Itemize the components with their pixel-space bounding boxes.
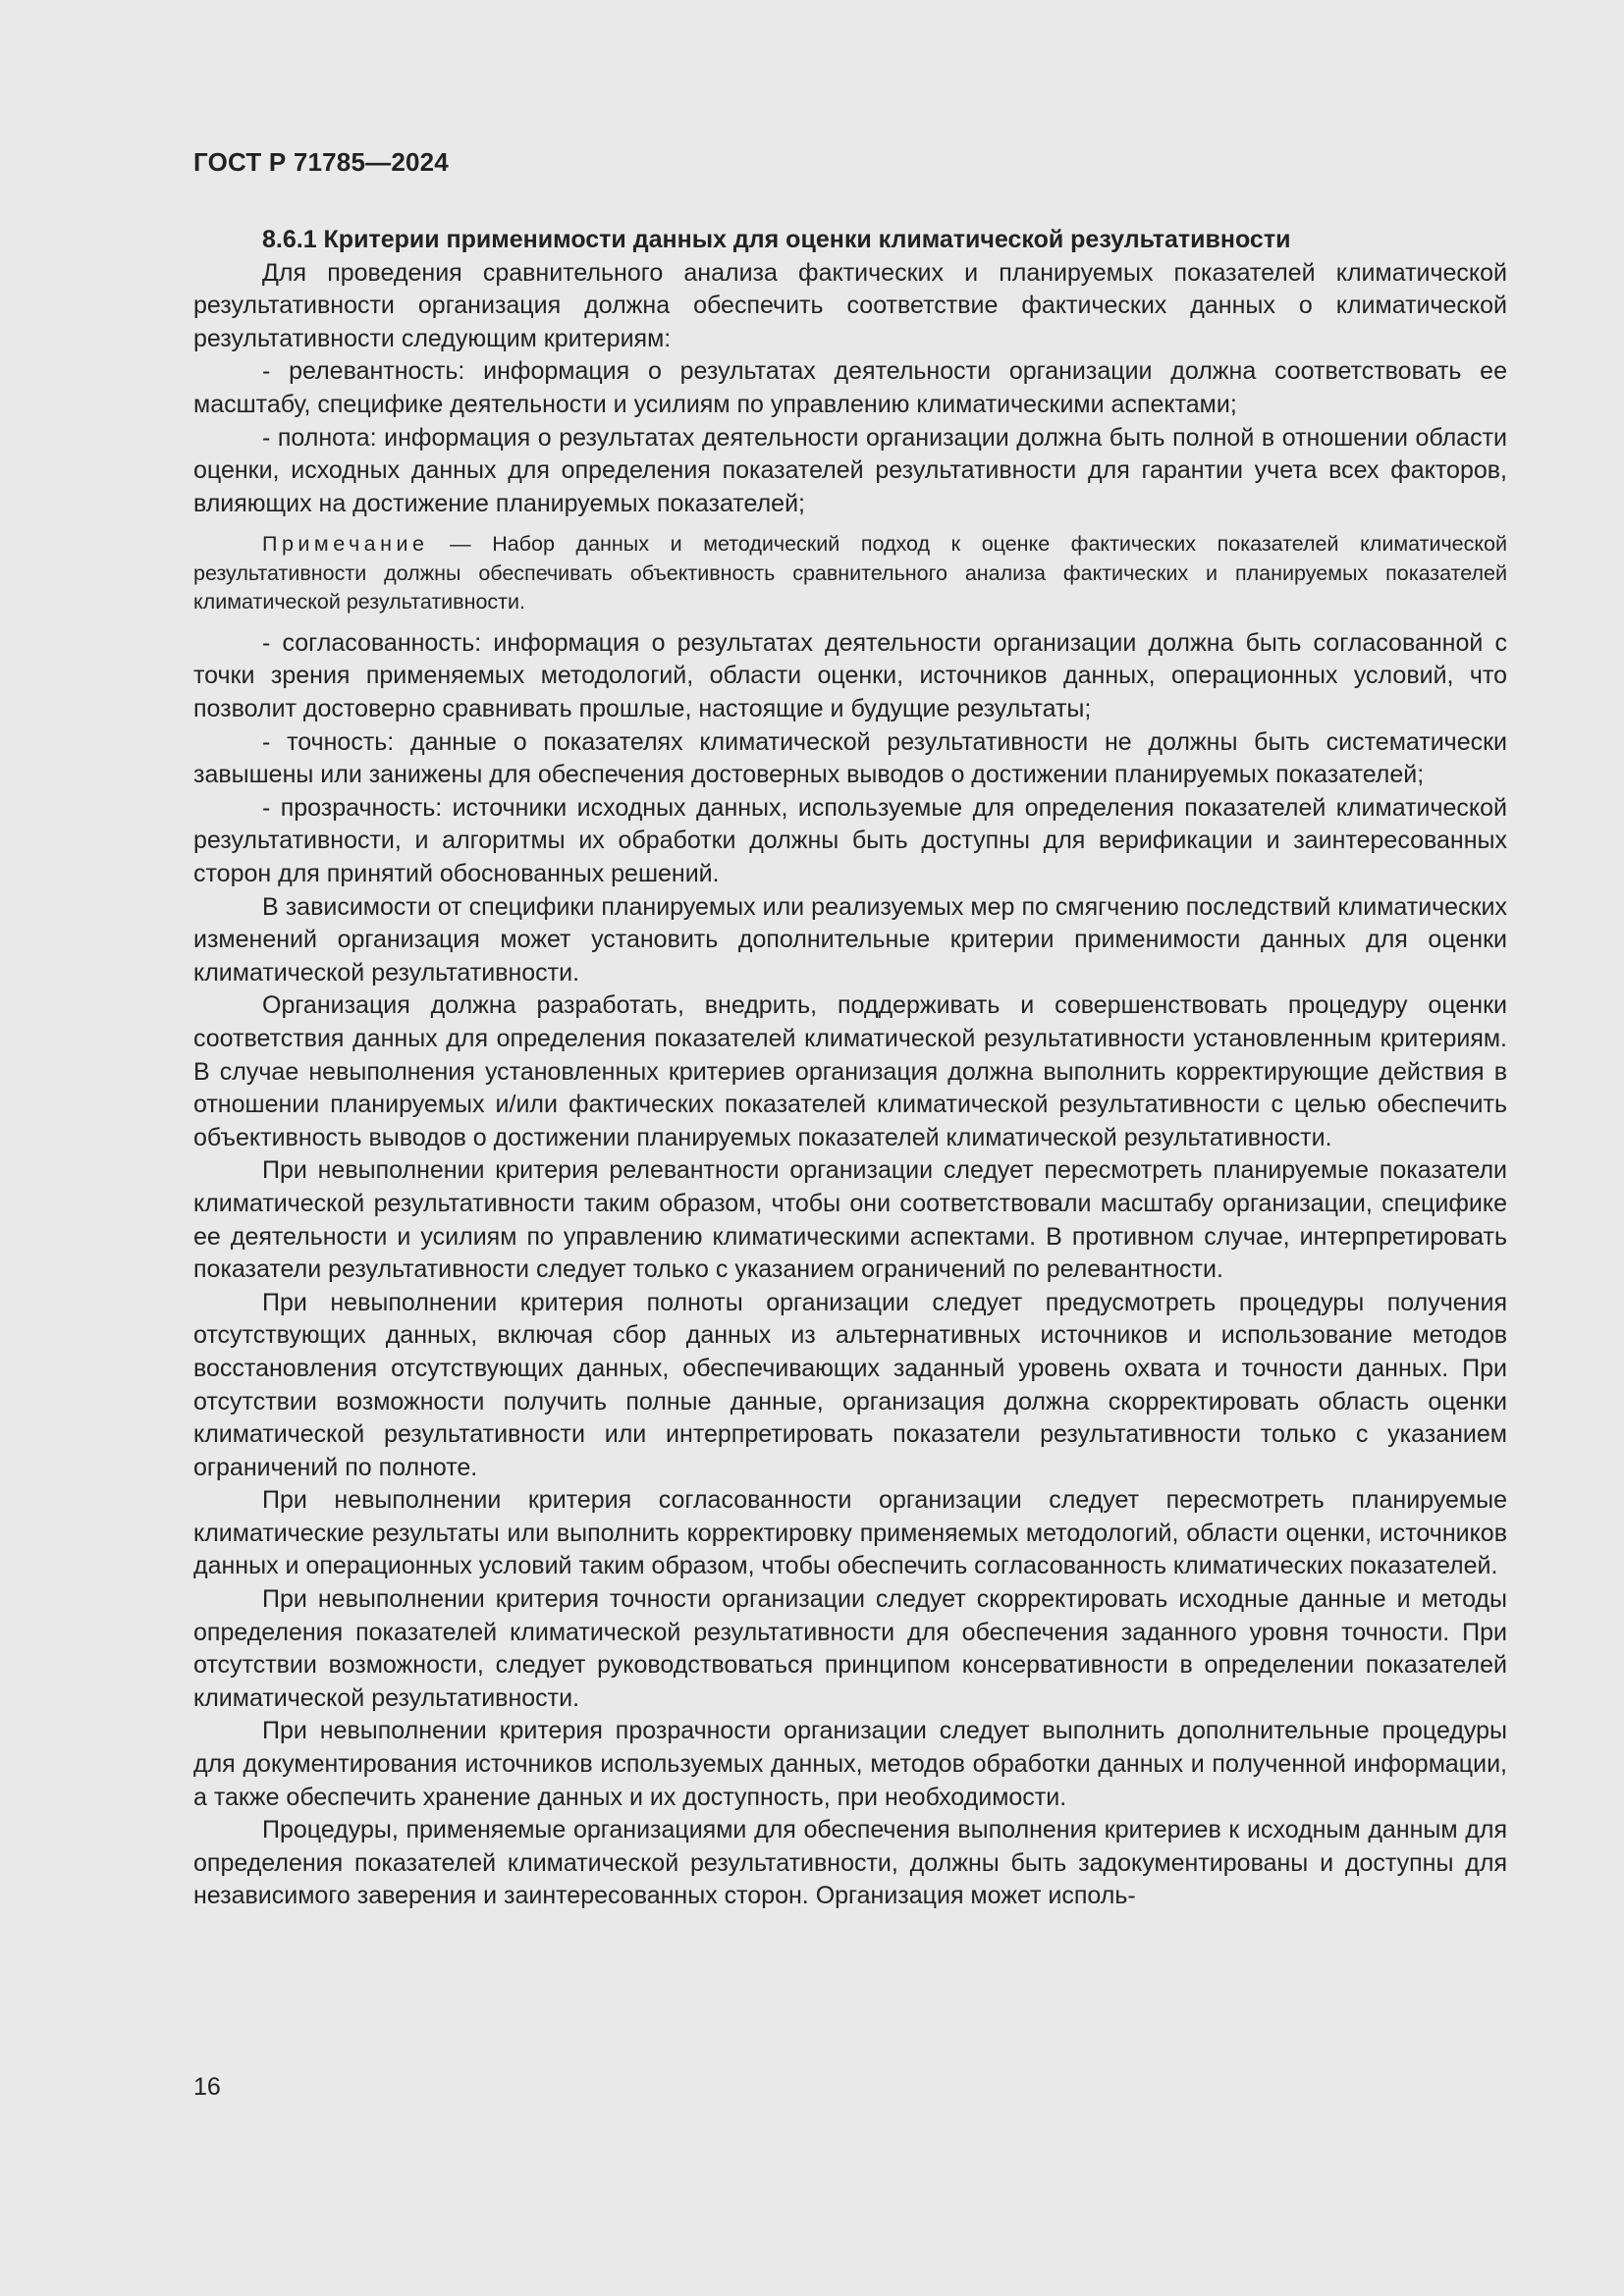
criterion-transparency: - прозрачность: источники исходных данных, используемые для определения показателей климатической результативности, и алгоритмы их обработки должны быть доступны для верификации и заинтересованных сторон для принятий обоснованных решений.: [193, 793, 1507, 887]
note-block: [193, 530, 1507, 617]
paragraph: В зависимости от специфики планируемых или реализуемых мер по смягчению последствий климатических изменений организация может установить дополнительные критерии применимости данных для оценки климатической результативности.: [193, 892, 1507, 987]
page-body: [193, 224, 1507, 1913]
paragraph: Организация должна разработать, внедрить, поддерживать и совершенствовать процедуру оценки соответствия данных для определения показателей климатической результативности установленным критериям. В случае невыполнения установленных критериев организация должна выполнить корректирующие действия в отношении планируемых и/или фактических показателей климатической результативности с целью обеспечить объективность выводов о достижении планируемых показателей климатической результативности.: [193, 991, 1507, 1151]
section-heading: 8.6.1 Критерии применимости данных для оценки климатической результативности: [262, 226, 1291, 253]
paragraph: При невыполнении критерия прозрачности организации следует выполнить дополнительные процедуры для документирования источников используемых данных, методов обработки данных и полученной информации, а также обеспечить хранение данных и их доступность, при необходимости.: [193, 1717, 1507, 1811]
paragraph: При невыполнении критерия согласованности организации следует пересмотреть планируемые климатические результаты или выполнить корректировку применяемых методологий, области оценки, источников данных и операционных условий таким образом, чтобы обеспечить согласованность климатических показателей.: [193, 1486, 1507, 1580]
paragraph: Для проведения сравнительного анализа фактических и планируемых показателей климатической результативности организация должна обеспечить соответствие фактических данных о климатической результативности следующим критериям:: [193, 258, 1507, 352]
paragraph: При невыполнении критерия полноты организации следует предусмотреть процедуры получения отсутствующих данных, включая сбор данных из альтернативных источников и использование методов восстановления отсутствующих данных, обеспечивающих заданный уровень охвата и точности данных. При отсутствии возможности получить полные данные, организация должна скорректировать область оценки климатической результативности или интерпретировать показатели результативности только с указанием ограничений по полноте.: [193, 1288, 1507, 1481]
criterion-accuracy: - точность: данные о показателях климатической результативности не должны быть систематически завышены или занижены для обеспечения достоверных выводов о достижении планируемых показателей;: [193, 727, 1507, 789]
paragraph: При невыполнении критерия точности организации следует скорректировать исходные данные и методы определения показателей климатической результативности для обеспечения заданного уровня точности. При отсутствии возможности, следует руководствоваться принципом консервативности в определении показателей климатической результативности.: [193, 1585, 1507, 1712]
criterion-relevance: - релевантность: информация о результатах деятельности организации должна соответствовать ее масштабу, специфике деятельности и усилиям по управлению климатическими аспектами;: [193, 357, 1507, 418]
page-number: 16: [193, 2073, 221, 2101]
criterion-completeness: - полнота: информация о результатах деятельности организации должна быть полной в отношении области оценки, исходных данных для определения показателей результативности для гарантии учета всех факторов, влияющих на достижение планируемых показателей;: [193, 423, 1507, 517]
paragraph: При невыполнении критерия релевантности организации следует пересмотреть планируемые показатели климатической результативности таким образом, чтобы они соответствовали масштабу организации, специфике ее деятельности и усилиям по управлению климатическими аспектами. В противном случае, интерпретировать показатели результативности следует только с указанием ограничений по релевантности.: [193, 1156, 1507, 1284]
criterion-consistency: - согласованность: информация о результатах деятельности организации должна быть согласованной с точки зрения применяемых методологий, области оценки, источников данных, операционных условий, что позволит достоверно сравнивать прошлые, настоящие и будущие результаты;: [193, 628, 1507, 723]
paragraph: Процедуры, применяемые организациями для обеспечения выполнения критериев к исходным данным для определения показателей климатической результативности, должны быть задокументированы и доступны для независимого заверения и заинтересованных сторон. Организация может исполь-: [193, 1816, 1507, 1910]
note-label: Примечание: [262, 532, 429, 557]
note-text: — Набор данных и методический подход к оценке фактических показателей климатической результативности должны обеспечивать объективность сравнительного анализа фактических и планируемых показателей климатической результативности.: [193, 532, 1507, 614]
standard-code-header: ГОСТ Р 71785—2024: [193, 147, 449, 177]
